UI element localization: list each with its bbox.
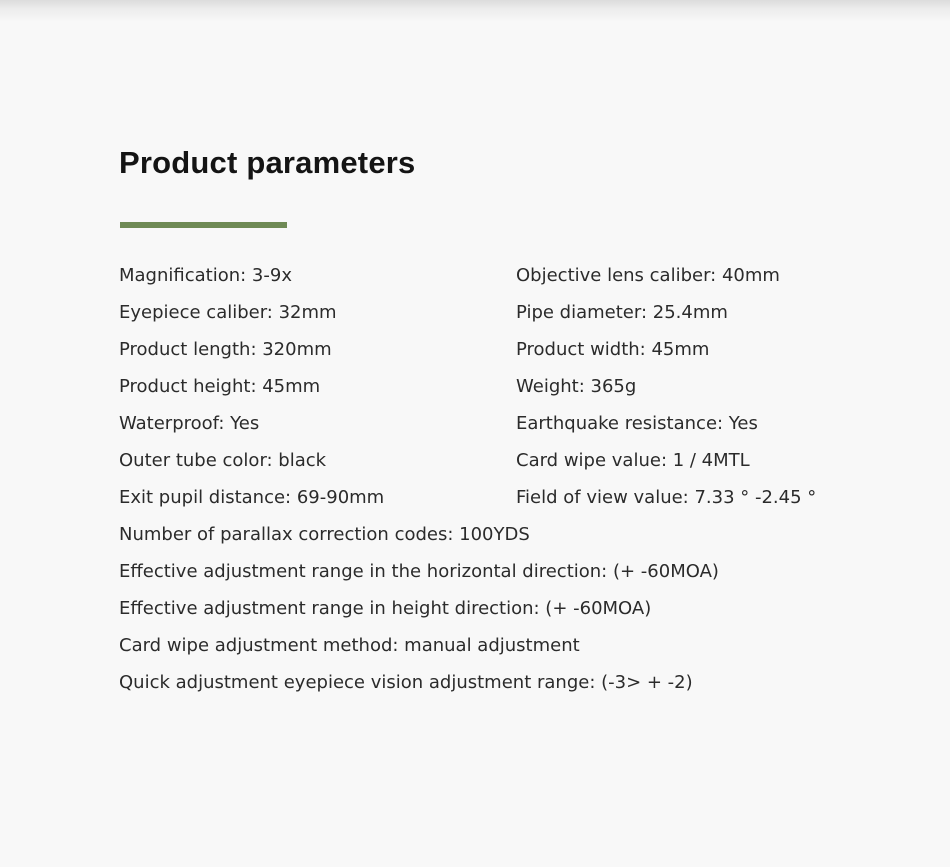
param-waterproof: Waterproof: Yes (119, 413, 260, 434)
parameter-row (119, 405, 839, 442)
param-pipe-diameter: Pipe diameter: 25.4mm (516, 302, 728, 323)
page-title: Product parameters (119, 145, 416, 180)
parameter-row (119, 368, 839, 405)
param-magnification: Magnification: 3-9x (119, 265, 292, 286)
parameter-row (119, 294, 839, 331)
parameter-row (119, 331, 839, 368)
parameter-list (119, 257, 839, 701)
param-card-wipe-adjustment-method: Card wipe adjustment method: manual adjustment (119, 635, 580, 656)
param-objective-lens-caliber: Objective lens caliber: 40mm (516, 265, 780, 286)
param-outer-tube-color: Outer tube color: black (119, 450, 327, 471)
param-eyepiece-vision-adjustment-range: Quick adjustment eyepiece vision adjustment range: (-3> + -2) (119, 672, 693, 693)
title-underline (120, 222, 287, 228)
parameter-row (119, 257, 839, 294)
parameter-row (119, 479, 839, 516)
param-earthquake-resistance: Earthquake resistance: Yes (516, 413, 758, 434)
param-exit-pupil-distance: Exit pupil distance: 69-90mm (119, 487, 385, 508)
top-shadow (0, 0, 950, 22)
param-product-length: Product length: 320mm (119, 339, 332, 360)
param-weight: Weight: 365g (516, 376, 637, 397)
param-card-wipe-value: Card wipe value: 1 / 4MTL (516, 450, 750, 471)
param-field-of-view: Field of view value: 7.33 ° -2.45 ° (516, 487, 817, 508)
param-parallax-correction: Number of parallax correction codes: 100YDS (119, 524, 530, 545)
param-product-height: Product height: 45mm (119, 376, 321, 397)
parameter-row (119, 664, 839, 701)
param-product-width: Product width: 45mm (516, 339, 710, 360)
parameter-row (119, 627, 839, 664)
parameter-row (119, 516, 839, 553)
param-horizontal-adjustment-range: Effective adjustment range in the horizontal direction: (+ -60MOA) (119, 561, 719, 582)
param-height-adjustment-range: Effective adjustment range in height direction: (+ -60MOA) (119, 598, 652, 619)
param-eyepiece-caliber: Eyepiece caliber: 32mm (119, 302, 337, 323)
parameter-row (119, 590, 839, 627)
parameter-row (119, 553, 839, 590)
parameter-row (119, 442, 839, 479)
